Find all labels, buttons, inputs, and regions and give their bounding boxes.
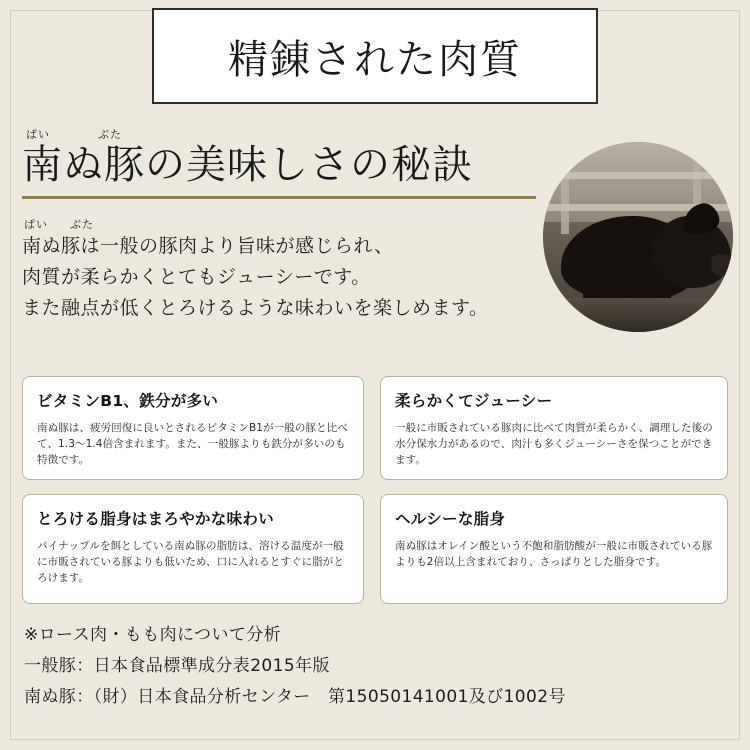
title-box — [152, 8, 598, 104]
pig-photo — [543, 142, 733, 332]
section-heading — [22, 126, 562, 188]
lead-line-1: 南ぬ豚は一般の豚肉より旨味が感じられ、 — [22, 235, 394, 257]
pig-snout — [711, 254, 733, 276]
feature-card-body: 一般に市販されている豚肉に比べて肉質が柔らかく、調理した後の水分保水力があるので、肉汁も多くジューシーさを保つことができます。 — [395, 422, 713, 466]
heading-ruby-row — [22, 126, 562, 142]
photo-mud — [543, 298, 733, 332]
lead-line-3: また融点が低くとろけるような味わいを楽しめます。 — [22, 297, 489, 319]
feature-card — [22, 494, 364, 604]
feature-card-body: 南ぬ豚は、疲労回復に良いとされるビタミンB1が一般の豚と比べて、1.3～1.4倍含まれます。また、一般豚よりも鉄分が多いのも特徴です。 — [37, 422, 348, 466]
feature-card-body: パイナップルを餌としている南ぬ豚の脂肪は、溶ける温度が一般に市販されている豚よりも低いため、口に入れるとすぐに脂がとろけます。 — [37, 540, 344, 584]
photo-fence-rail — [543, 172, 733, 179]
feature-card-body: 南ぬ豚はオレイン酸という不飽和脂肪酸が一般に市販されている豚よりも2倍以上含まれており、さっぱりとした脂身です。 — [395, 540, 713, 568]
lead-ruby-row — [22, 216, 542, 231]
page-title: 精錬された肉質 — [228, 36, 522, 83]
photo-fence-post — [561, 142, 569, 234]
footnote-line-1: ※ロース肉・もも肉について分析 — [24, 625, 282, 645]
footnote-line-2: 一般豚：日本食品標準成分表2015年版 — [24, 656, 330, 676]
feature-card-title: ヘルシーな脂身 — [395, 510, 506, 528]
feature-card-title: とろける脂身はまろやかな味わい — [37, 510, 275, 528]
feature-card-title: 柔らかくてジューシー — [395, 392, 553, 410]
footnote-line-3: 南ぬ豚：（財）日本食品分析センター 第15050141001及び1002号 — [24, 687, 566, 707]
lead-line-2: 肉質が柔らかくとてもジューシーです。 — [22, 266, 371, 288]
feature-card-title: ビタミンB1、鉄分が多い — [37, 392, 219, 410]
feature-card — [380, 376, 728, 480]
feature-card — [380, 494, 728, 604]
lead-ruby-1: ぱい — [24, 218, 48, 231]
heading-underline — [22, 196, 536, 199]
heading-ruby-2: ぶた — [98, 128, 122, 141]
lead-paragraph — [22, 216, 542, 324]
heading-ruby-1: ぱい — [26, 128, 50, 141]
footnotes — [24, 620, 724, 713]
feature-card — [22, 376, 364, 480]
heading-text: 南ぬ豚の美味しさの秘訣 — [22, 142, 473, 188]
lead-ruby-2: ぶた — [70, 218, 94, 231]
